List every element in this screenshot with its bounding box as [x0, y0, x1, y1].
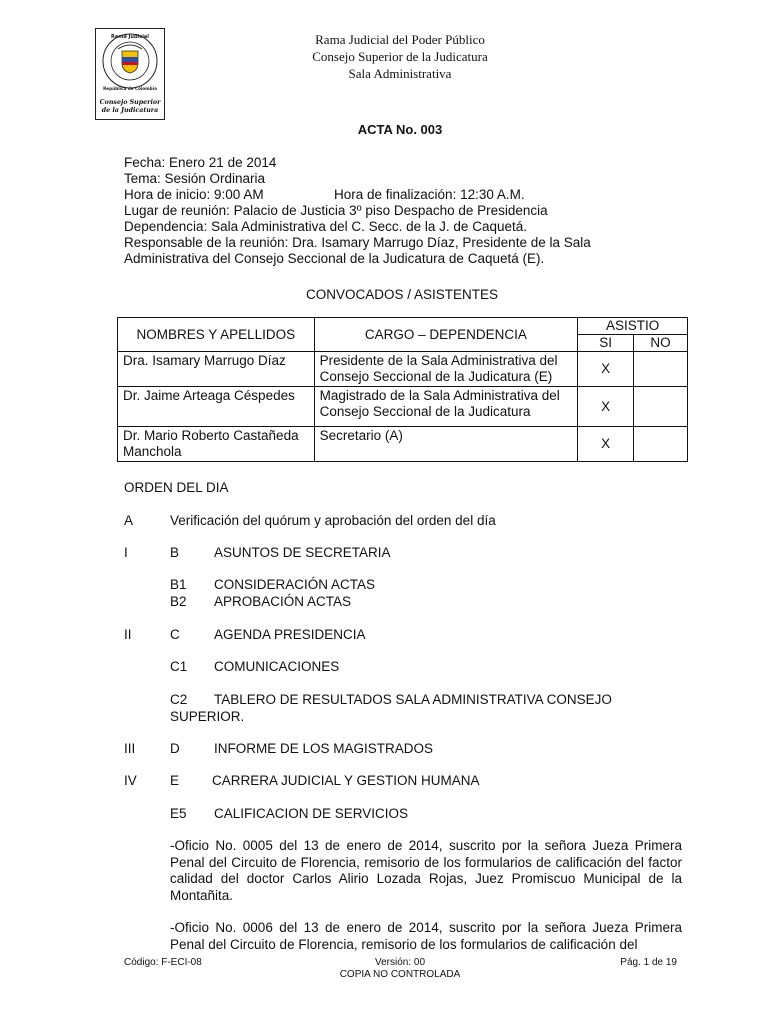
attendee-cargo-line: Magistrado de la Sala Administrativa del [319, 388, 560, 403]
item-e-text: CARRERA JUDICIAL Y GESTION HUMANA [212, 773, 480, 788]
logo-text-ring: República de Colombia [103, 86, 157, 91]
meta-tema: Tema: Sesión Ordinaria [124, 171, 266, 186]
item-c-text: AGENDA PRESIDENCIA [214, 627, 366, 642]
item-b-text: ASUNTOS DE SECRETARIA [214, 545, 391, 560]
logo-caption-1: Consejo Superior [99, 99, 161, 106]
item-b1-text: CONSIDERACIÓN ACTAS [214, 577, 376, 592]
item-c2-text-cont: SUPERIOR. [170, 709, 245, 724]
meta-responsable-2: Administrativa del Consejo Seccional de la Judicatura de Caquetá (E). [124, 251, 545, 266]
table-header-row [118, 318, 688, 335]
acta-title: ACTA No. 003 [357, 122, 443, 137]
footer-codigo: Código: F-ECI-08 [124, 957, 202, 968]
meta-fecha: Fecha: Enero 21 de 2014 [124, 155, 277, 170]
attendance-no-mark [634, 387, 688, 427]
item-b2-code: B2 [170, 594, 187, 609]
item-iii-num: III [124, 741, 136, 756]
item-c-letter: C [170, 627, 180, 642]
attendee-cargo-line: Secretario (A) [319, 428, 403, 443]
item-ii-num: II [124, 627, 132, 642]
item-b2-text: APROBACIÓN ACTAS [214, 594, 352, 609]
table-row [118, 352, 688, 387]
attendee-cargo-line: Consejo Seccional de la Judicatura [319, 404, 531, 419]
item-iv-num: IV [124, 773, 137, 788]
item-a-letter: A [124, 513, 134, 528]
attendee-cargo-line: Consejo Seccional de la Judicatura (E) [319, 369, 553, 384]
convocados-title: CONVOCADOS / ASISTENTES [305, 287, 499, 302]
item-e5-text: CALIFICACION DE SERVICIOS [214, 806, 409, 821]
attendance-no-mark [634, 427, 688, 462]
header-asistio: ASISTIO [578, 318, 688, 335]
logo-text-top: Rama Judicial [110, 34, 150, 40]
attendee-name-cont: Manchola [123, 444, 182, 459]
header-cargo: CARGO – DEPENDENCIA [314, 318, 578, 352]
meta-responsable-1: Responsable de la reunión: Dra. Isamary Marrugo Díaz, Presidente de la Sala [124, 235, 591, 250]
attendance-si-mark: X [578, 352, 634, 387]
header-names: NOMBRES Y APELLIDOS [118, 318, 315, 352]
item-a-text: Verificación del quórum y aprobación del orden del día [170, 513, 496, 528]
table-row [118, 427, 688, 462]
attendee-name: Dra. Isamary Marrugo Díaz [123, 353, 286, 368]
footer-pagina: Pág. 1 de 19 [620, 957, 677, 968]
oficio-paragraph: -Oficio No. 0006 del 13 de enero de 2014, suscrito por la señora Jueza Primera Penal del Circuito de Florencia, remisorio de los formularios de calificación del [170, 920, 682, 952]
attendance-table [117, 317, 688, 462]
attendee-cargo-line: Presidente de la Sala Administrativa del [319, 353, 558, 368]
coat-of-arms-icon [96, 29, 164, 119]
item-c2-text: TABLERO DE RESULTADOS SALA ADMINISTRATIVA CONSEJO [214, 692, 612, 707]
attendee-name: Dr. Mario Roberto Castañeda [123, 428, 299, 443]
header-line-1: Rama Judicial del Poder Público [315, 32, 485, 47]
table-row [118, 387, 688, 427]
footer-copia: COPIA NO CONTROLADA [339, 969, 461, 980]
header-line-3: Sala Administrativa [348, 66, 452, 81]
item-d-text: INFORME DE LOS MAGISTRADOS [214, 741, 434, 756]
meta-hora-fin: Hora de finalización: 12:30 A.M. [334, 187, 525, 202]
item-c2-code: C2 [170, 692, 188, 707]
orden-title: ORDEN DEL DIA [124, 480, 229, 495]
meta-hora-inicio: Hora de inicio: 9:00 AM [124, 187, 264, 202]
header-line-2: Consejo Superior de la Judicatura [312, 49, 488, 64]
item-b1-code: B1 [170, 577, 187, 592]
attendance-si-mark: X [578, 427, 634, 462]
footer-version: Versión: 00 [374, 957, 426, 968]
oficio-paragraph: -Oficio No. 0005 del 13 de enero de 2014, suscrito por la señora Jueza Primera Penal del Circuito de Florencia, remisorio de los formularios de calificación del factor calidad del doctor Carlos Alirio Lozada Rojas, Juez Promiscuo Municipal de la Montañita. [170, 838, 682, 903]
attendee-name: Dr. Jaime Arteaga Céspedes [123, 388, 295, 403]
item-c1-code: C1 [170, 659, 188, 674]
item-c1-text: COMUNICACIONES [214, 659, 340, 674]
attendance-si-mark: X [578, 387, 634, 427]
meta-dependencia: Dependencia: Sala Administrativa del C. Secc. de la J. de Caquetá. [124, 219, 527, 234]
attendance-no-mark [634, 352, 688, 387]
institution-logo [95, 28, 165, 120]
logo-caption-2: de la Judicatura [101, 107, 159, 114]
header-no: NO [634, 335, 688, 352]
meta-lugar: Lugar de reunión: Palacio de Justicia 3º piso Despacho de Presidencia [124, 203, 548, 218]
item-e-letter: E [170, 773, 180, 788]
item-e5-code: E5 [170, 806, 187, 821]
item-b-letter: B [170, 545, 180, 560]
item-d-letter: D [170, 741, 180, 756]
header-si: SI [578, 335, 634, 352]
item-i-num: I [124, 545, 128, 560]
